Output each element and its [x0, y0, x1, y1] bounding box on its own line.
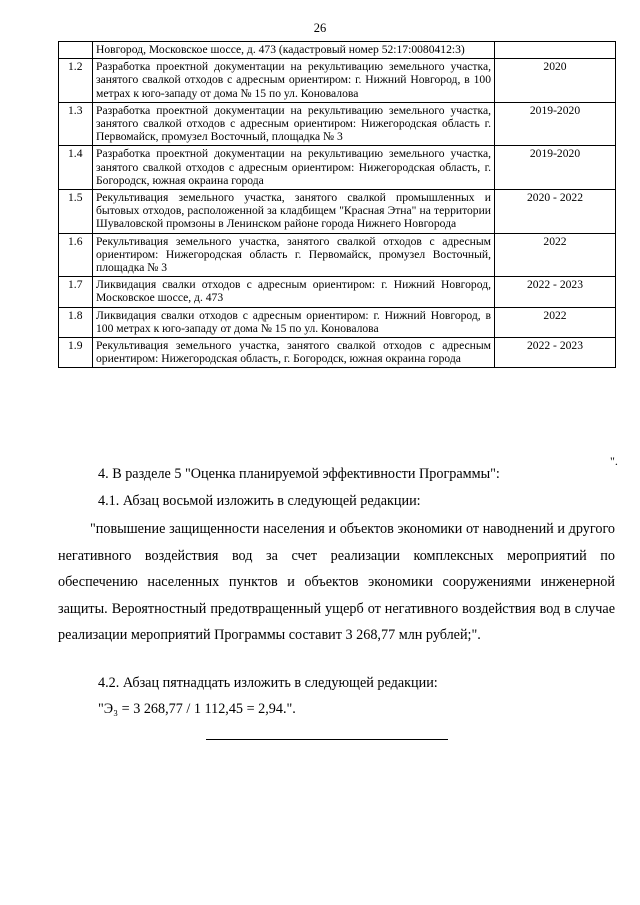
- row-event-name: Разработка проектной документации на рекультивацию земельного участка, занятого свалкой отходов с адресным ориентиром: Нижегородская область г. Первомайск, промузел Восточный, площадка № 3: [93, 102, 495, 146]
- row-event-name: Ликвидация свалки отходов с адресным ориентиром: г. Нижний Новгород, в 100 метрах к юго-западу от дома № 15 по ул. Коновалова: [93, 307, 495, 337]
- quoted-paragraph: [58, 516, 615, 649]
- table-closing-quote: ".: [610, 454, 618, 468]
- quoted-paragraph-text: "повышение защищенности населения и объектов экономики от наводнений и другого негативного воздействия вод за счет реализации комплексных мероприятий по обеспечению населенных пунктов и объектов экономики сооружениями инженерной защиты. Вероятностный предотвращенный ущерб от негативного воздействия вод в случае реализации мероприятий Программы составит 3 268,77 млн рублей;".: [58, 521, 615, 643]
- table-row: [59, 233, 616, 277]
- events-table-body: [59, 42, 616, 368]
- row-number: 1.9: [59, 338, 93, 368]
- table-row: [59, 42, 616, 59]
- row-number: 1.3: [59, 102, 93, 146]
- section-heading: [58, 463, 615, 485]
- row-period: 2022: [495, 233, 616, 277]
- row-period: [495, 42, 616, 59]
- row-number: 1.2: [59, 59, 93, 103]
- subitem-4-1-text: 4.1. Абзац восьмой изложить в следующей редакции:: [98, 493, 421, 509]
- row-period: 2020 - 2022: [495, 190, 616, 234]
- table-row: [59, 102, 616, 146]
- events-table: [58, 41, 616, 368]
- row-period: 2019-2020: [495, 146, 616, 190]
- subitem-4-2: [58, 672, 615, 694]
- row-period: 2020: [495, 59, 616, 103]
- row-event-name: Разработка проектной документации на рекультивацию земельного участка, занятого свалкой отходов с адресным ориентиром: Нижегородская область, г. Богородск, южная окраина города: [93, 146, 495, 190]
- row-event-name: Рекультивация земельного участка, занятого свалкой отходов с адресным ориентиром: Нижегородская область, г. Богородск, южная окраина города: [93, 338, 495, 368]
- row-number: 1.6: [59, 233, 93, 277]
- row-number: 1.7: [59, 277, 93, 307]
- formula-text: "Э₃ = 3 268,77 / 1 112,45 = 2,94.".: [98, 701, 296, 717]
- section-heading-text: 4. В разделе 5 "Оценка планируемой эффективности Программы":: [98, 466, 500, 482]
- row-number: 1.4: [59, 146, 93, 190]
- row-period: 2019-2020: [495, 102, 616, 146]
- row-period: 2022: [495, 307, 616, 337]
- subitem-4-2-text: 4.2. Абзац пятнадцать изложить в следующей редакции:: [98, 675, 438, 691]
- row-event-name: Рекультивация земельного участка, занятого свалкой отходов с адресным ориентиром: Нижегородская область г. Первомайск, промузел Восточный, площадка № 3: [93, 233, 495, 277]
- row-number: [59, 42, 93, 59]
- row-period: 2022 - 2023: [495, 277, 616, 307]
- closing-horizontal-rule: [206, 739, 448, 740]
- row-number: 1.5: [59, 190, 93, 234]
- table-row: [59, 59, 616, 103]
- row-event-name: Новгород, Московское шоссе, д. 473 (кадастровый номер 52:17:0080412:3): [93, 42, 495, 59]
- row-event-name: Разработка проектной документации на рекультивацию земельного участка, занятого свалкой отходов с адресным ориентиром: г. Нижний Новгород, в 100 метрах к юго-западу от дома № 15 по ул. Коновалова: [93, 59, 495, 103]
- table-row: [59, 190, 616, 234]
- row-event-name: Рекультивация земельного участка, занятого свалкой промышленных и бытовых отходов, расположенной за кладбищем "Красная Этна" на территории Шуваловской промзоны в Ленинском районе города Нижнего Новгорода: [93, 190, 495, 234]
- row-number: 1.8: [59, 307, 93, 337]
- formula-line: [58, 698, 615, 720]
- row-period: 2022 - 2023: [495, 338, 616, 368]
- table-row: [59, 146, 616, 190]
- table-row: [59, 307, 616, 337]
- table-row: [59, 338, 616, 368]
- subitem-4-1: [58, 490, 615, 512]
- table-row: [59, 277, 616, 307]
- page-number: 26: [313, 21, 327, 35]
- row-event-name: Ликвидация свалки отходов с адресным ориентиром: г. Нижний Новгород, Московское шоссе, д. 473: [93, 277, 495, 307]
